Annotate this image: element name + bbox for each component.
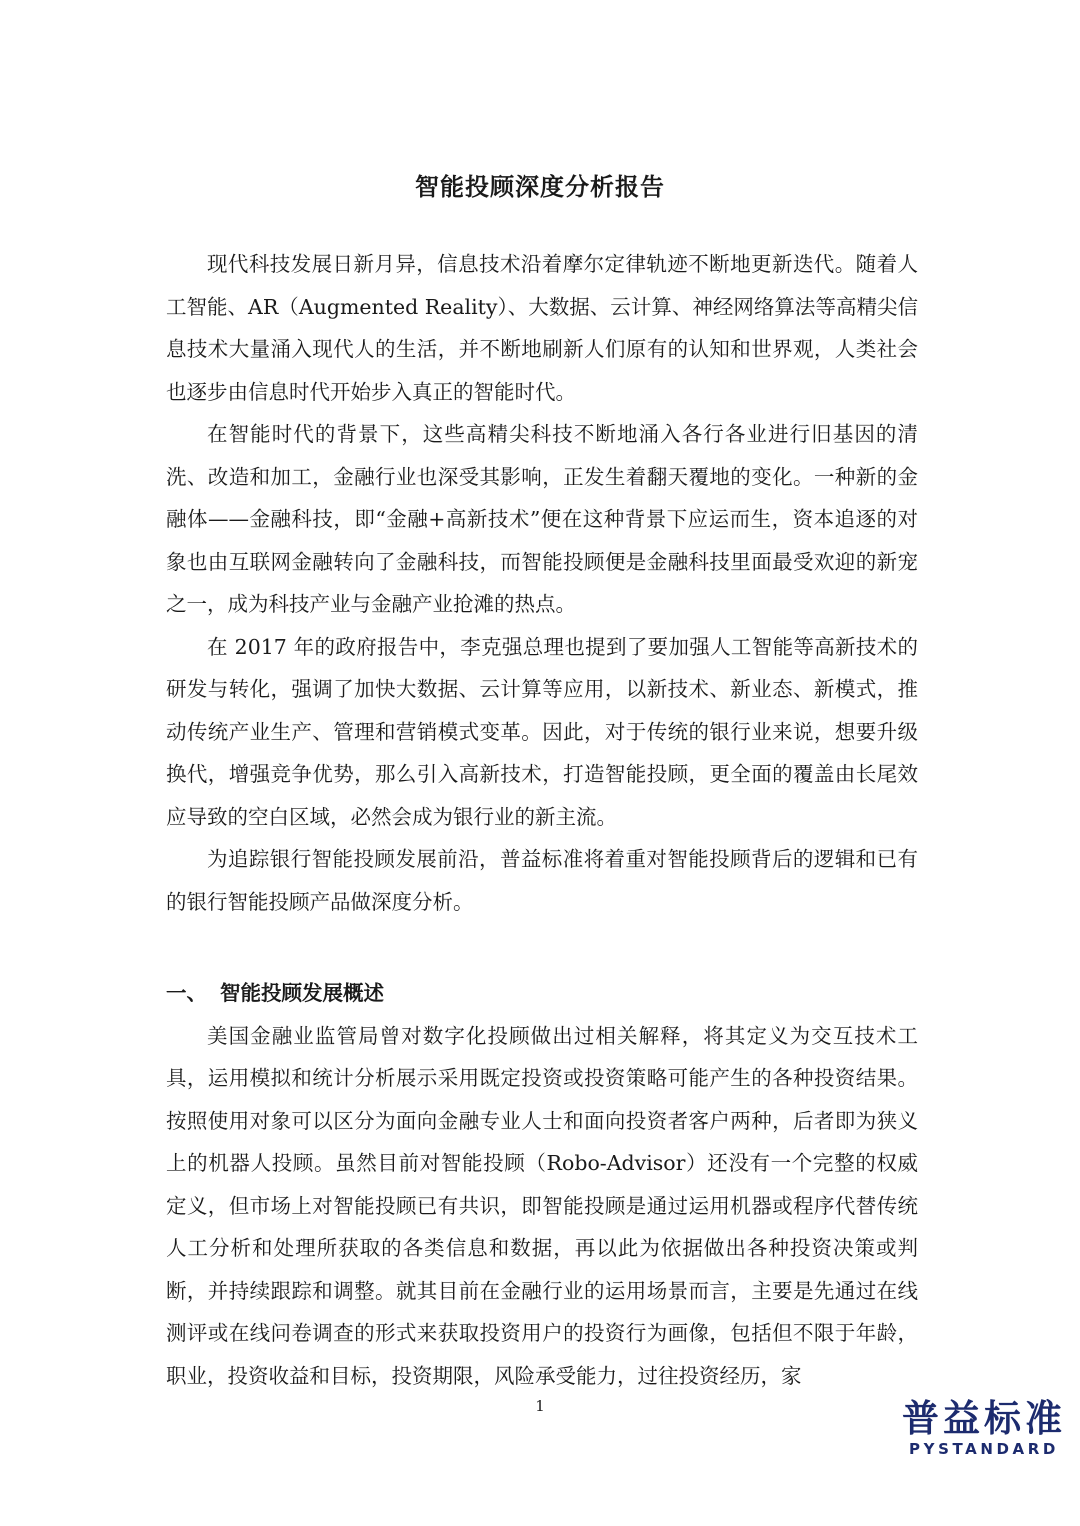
section-paragraph: 美国金融业监管局曾对数字化投顾做出过相关解释，将其定义为交互技术工具，运用模拟和统计分析展示采用既定投资或投资策略可能产生的各种投资结果。按照使用对象可以区分为面向金融专业人士和面向投资者客户两种，后者即为狭义上的机器人投顾。虽然目前对智能投顾（Robo-Advisor）还没有一个完整的权威定义，但市场上对智能投顾已有共识，即智能投顾是通过运用机器或程序代替传统人工分析和处理所获取的各类信息和数据，再以此为依据做出各种投资决策或判断，并持续跟踪和调整。就其目前在金融行业的运用场景而言，主要是先通过在线测评或在线问卷调查的形式来获取投资用户的投资行为画像，包括但不限于年龄，职业，投资收益和目标，投资期限，风险承受能力，过往投资经历，家: [166, 1023, 918, 1388]
document-title: 智能投顾深度分析报告: [415, 172, 665, 201]
section-heading: [166, 972, 918, 1015]
logo-chinese-text: 普益标准: [902, 1397, 1066, 1440]
section-number: 一、: [166, 981, 207, 1005]
document-content: [166, 243, 918, 1397]
paragraph-1: 现代科技发展日新月异，信息技术沿着摩尔定律轨迹不断地更新迭代。随着人工智能、AR（Augmented Reality）、大数据、云计算、神经网络算法等高精尖信息技术大量涌入现代人的生活，并不断地刷新人们原有的认知和世界观，人类社会也逐步由信息时代开始步入真正的智能时代。: [166, 252, 918, 404]
section-title: 智能投顾发展概述: [220, 981, 384, 1005]
page-number: 1: [535, 1397, 545, 1415]
paragraph-4: 为追踪银行智能投顾发展前沿，普益标准将着重对智能投顾背后的逻辑和已有的银行智能投顾产品做深度分析。: [166, 847, 918, 914]
paragraph-3: 在 2017 年的政府报告中，李克强总理也提到了要加强人工智能等高新技术的研发与转化，强调了加快大数据、云计算等应用，以新技术、新业态、新模式，推动传统产业生产、管理和营销模式变革。因此，对于传统的银行业来说，想要升级换代，增强竞争优势，那么引入高新技术，打造智能投顾，更全面的覆盖由长尾效应导致的空白区域，必然会成为银行业的新主流。: [166, 634, 918, 829]
brand-logo: [902, 1398, 1066, 1458]
paragraph-2: 在智能时代的背景下，这些高精尖科技不断地涌入各行各业进行旧基因的清洗、改造和加工，金融行业也深受其影响，正发生着翻天覆地的变化。一种新的金融体——金融科技，即“金融+高新技术”便在这种背景下应运而生，资本追逐的对象也由互联网金融转向了金融科技，而智能投顾便是金融科技里面最受欢迎的新宠之一，成为科技产业与金融产业抢滩的热点。: [166, 422, 918, 616]
logo-english-text: PYSTANDARD: [909, 1440, 1059, 1458]
